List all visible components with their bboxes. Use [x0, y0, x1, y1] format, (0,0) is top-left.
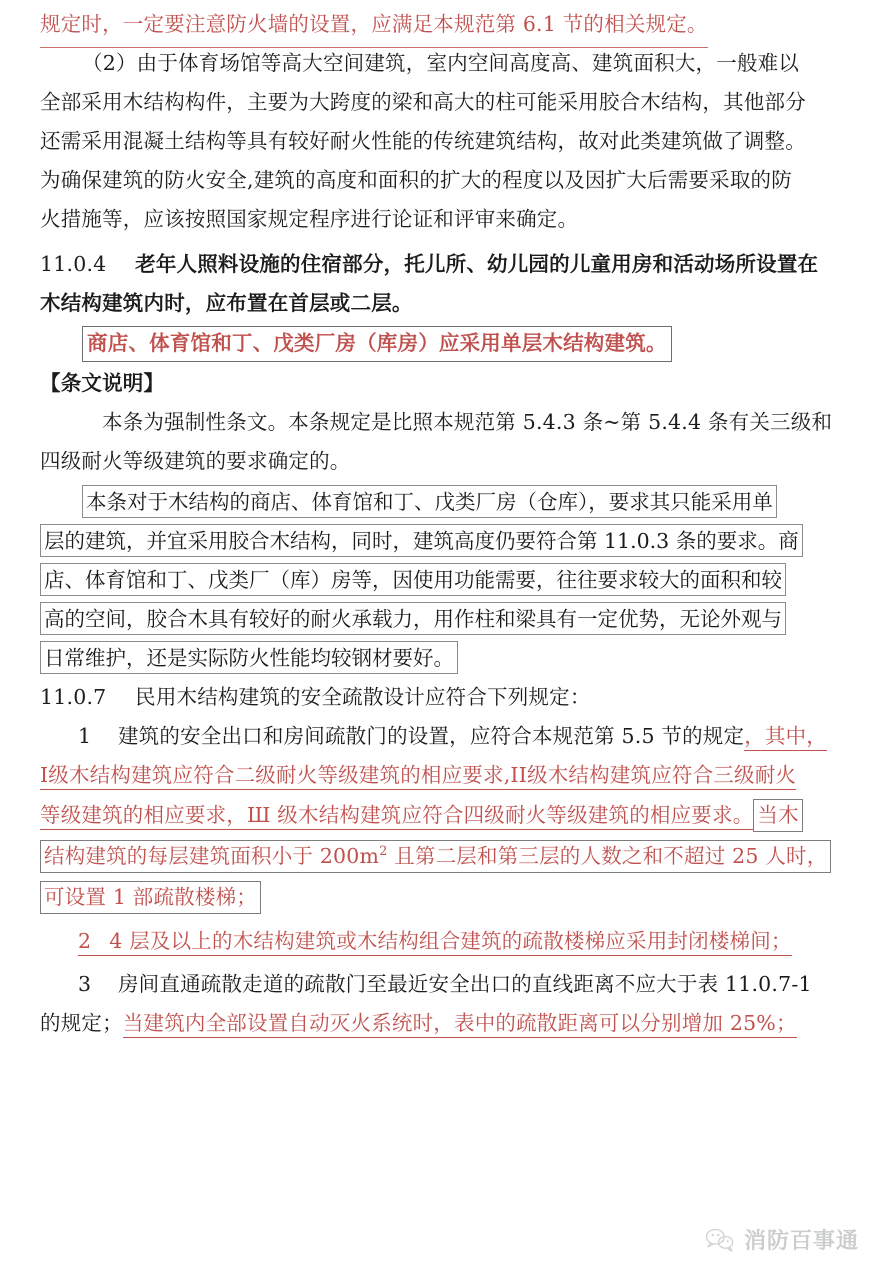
boxed-explanation-text-1: 本条对于木结构的商店、体育馆和丁、戊类厂房（仓库），要求其只能采用单: [82, 485, 777, 518]
item-1-line-5: [40, 877, 845, 918]
explanation-heading: 【条文说明】: [40, 371, 165, 395]
boxed-explanation-line: [40, 481, 845, 520]
item-1-line-3: [40, 795, 845, 836]
item-2-content: [78, 929, 792, 956]
boxed-explanation-text-4: 高的空间，胶合木具有较好的耐火承载力，用作柱和梁具有一定优势，无论外观与: [40, 602, 786, 635]
item-1-line-1: [40, 717, 845, 756]
item-1-black-text: 建筑的安全出口和房间疏散门的设置，应符合本规范第 5.5 节的规定: [117, 724, 745, 748]
boxed-explanation-line: [40, 637, 845, 676]
para2-line-3: 还需采用混凝土结构等具有较好耐火性能的传统建筑结构，故对此类建筑做了调整。: [40, 129, 806, 153]
item-2-text: 4 层及以上的木结构建筑或木结构组合建筑的疏散楼梯应采用封闭楼梯间；: [109, 929, 792, 953]
watermark: [705, 1224, 859, 1255]
boxed-explanation-text-2: 层的建筑，并宜采用胶合木结构，同时，建筑高度仍要符合第 11.0.3 条的要求。商: [40, 524, 803, 557]
item-2-marker: 2: [78, 929, 92, 953]
boxed-red-rule: 商店、体育馆和丁、戊类厂房（库房）应采用单层木结构建筑。: [82, 326, 672, 362]
boxed-explanation-text-3: 店、体育馆和丁、戊类厂（库）房等，因使用功能需要，往往要求较大的面积和较: [40, 563, 786, 596]
item-1-boxed-line-4: [40, 840, 831, 873]
para2-line-1: （2）由于体育场馆等高大空间建筑，室内空间高度高、建筑面积大，一般难以: [82, 51, 800, 75]
item-1-boxed-4b: 且第二层和第三层的人数之和不超过 25 人时，: [387, 844, 828, 868]
item-1-boxed-line-5: 可设置 1 部疏散楼梯；: [40, 881, 261, 914]
boxed-explanation-text-5: 日常维护，还是实际防火性能均较钢材要好。: [40, 641, 458, 674]
item-3-line-1: [40, 965, 845, 1004]
top-red-annotation-line: [40, 5, 845, 44]
clause-11-0-4-number: 11.0.4: [40, 252, 107, 276]
item-1-line-4: [40, 836, 845, 877]
boxed-explanation-line: [40, 520, 845, 559]
clause-11-0-7-number: 11.0.7: [40, 685, 107, 709]
item-1-boxed-tail: 当木: [753, 799, 802, 832]
clause-11-0-4-line-2: 木结构建筑内时，应布置在首层或二层。: [40, 291, 413, 315]
watermark-label: 消防百事通: [743, 1229, 859, 1254]
boxed-explanation-paragraph: [40, 481, 845, 676]
item-2-line: [40, 922, 845, 961]
clause-11-0-7-text: 民用木结构建筑的安全疏散设计应符合下列规定：: [135, 685, 591, 709]
boxed-explanation-line: [40, 559, 845, 598]
document-body: [40, 0, 845, 1043]
para2-line-5: 火措施等，应该按照国家规定程序进行论证和评审来确定。: [40, 207, 579, 231]
item-1-boxed-4a: 结构建筑的每层建筑面积小于 200m: [44, 844, 380, 868]
item-3-red-text: 当建筑内全部设置自动灭火系统时，表中的疏散距离可以分别增加 25%；: [123, 1011, 797, 1038]
item-1-red-text-2: I级木结构建筑应符合二级耐火等级建筑的相应要求,II级木结构建筑应符合三级耐火: [40, 763, 796, 790]
para2-line-2: 全部采用木结构构件，主要为大跨度的梁和高大的柱可能采用胶合木结构，其他部分: [40, 90, 806, 114]
item-1-red-text-3: 等级建筑的相应要求，Ш 级木结构建筑应符合四级耐火等级建筑的相应要求。: [40, 803, 753, 830]
clause-11-0-4-text-1: 老年人照料设施的住宿部分，托儿所、幼儿园的儿童用房和活动场所设置在: [135, 252, 819, 276]
item-1-red-tail: ，其中，: [744, 724, 827, 751]
para2-line-4: 为确保建筑的防火安全,建筑的高度和面积的扩大的程度以及因扩大后需要采取的防: [40, 168, 792, 192]
boxed-explanation-line: [40, 598, 845, 637]
explanation-intro-line-1: 本条为强制性条文。本条规定是比照本规范第 5.4.3 条~第 5.4.4 条有关三级和: [102, 410, 833, 434]
boxed-red-rule-line: [40, 323, 845, 364]
item-1-line-2: [40, 756, 845, 795]
wechat-icon: [705, 1227, 735, 1253]
top-red-annotation-text: 规定时，一定要注意防火墙的设置，应满足本规范第 6.1 节的相关规定。: [40, 5, 708, 48]
item-3-text-1: 房间直通疏散走道的疏散门至最近安全出口的直线距离不应大于表 11.0.7-1: [117, 972, 812, 996]
item-1-boxed-4-sup: 2: [379, 843, 388, 859]
clause-11-0-4-line-1: [40, 245, 845, 284]
item-3-line-2: [40, 1004, 845, 1043]
clause-11-0-7-line: [40, 678, 845, 717]
item-1-marker: 1: [78, 724, 92, 748]
item-3-marker: 3: [78, 972, 92, 996]
item-3-black-text: 的规定；: [40, 1011, 123, 1035]
explanation-intro-line-2: 四级耐火等级建筑的要求确定的。: [40, 449, 351, 473]
